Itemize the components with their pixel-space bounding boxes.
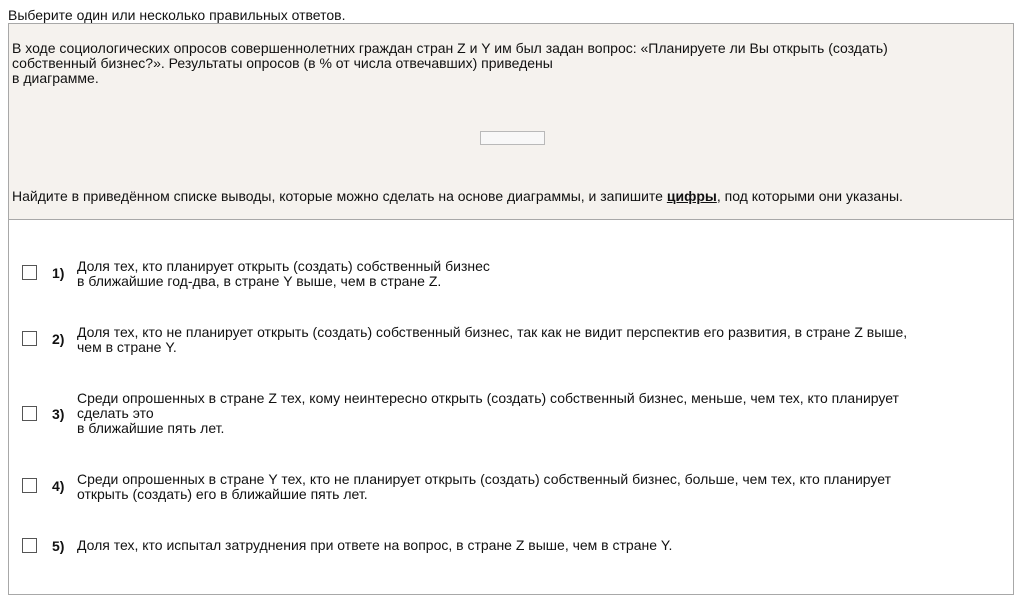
question-line-1: В ходе социологических опросов совершеннолетних граждан стран Z и Y им был задан вопрос: «Планируете ли Вы открыть (создать) [12,40,888,56]
answer-text-1 [77,259,490,289]
answer-5-line-1: Доля тех, кто испытал затруднения при ответе на вопрос, в стране Z выше, чем в стране Y. [77,537,673,553]
answer-option-2[interactable] [22,325,1007,355]
task-keyword: цифры [666,188,717,204]
task-text-start: Найдите в приведённом списке выводы, которые можно сделать на основе диаграммы, и запишите [12,188,667,204]
answer-2-line-2: чем в стране Y. [77,339,177,355]
question-block [9,24,1013,220]
answer-text-3 [77,391,899,436]
instruction-text: Выберите один или несколько правильных ответов. [8,7,346,23]
question-line-2: собственный бизнес?». Результаты опросов (в % от числа отвечавших) приведены [12,55,553,71]
answer-number-1: 1) [52,265,65,281]
task-text [12,188,903,204]
answer-3-line-1: Среди опрошенных в стране Z тех, кому неинтересно открыть (создать) собственный бизнес, меньше, чем тех, кто планирует [77,390,899,406]
answer-option-4[interactable] [22,472,1007,502]
task-panel [8,23,1014,595]
answer-text-5 [77,538,672,553]
answer-4-line-2: открыть (создать) его в ближайшие пять лет. [77,486,368,502]
answer-number-5: 5) [52,538,65,554]
answer-option-3[interactable] [22,391,1007,436]
question-line-3: в диаграмме. [12,70,99,86]
answer-number-4: 4) [52,478,65,494]
answer-number-3: 3) [52,406,65,422]
answer-option-5[interactable] [22,532,1007,554]
answer-2-line-1: Доля тех, кто не планирует открыть (создать) собственный бизнес, так как не видит перспектив его развития, в стране Z выше, [77,324,908,340]
task-text-end: , под которыми они указаны. [716,188,903,204]
answer-4-line-1: Среди опрошенных в стране Y тех, кто не планирует открыть (создать) собственный бизнес, больше, чем тех, кто планирует [77,471,892,487]
answer-checkbox-2[interactable] [22,331,37,346]
answer-3-line-2: сделать это [77,405,154,421]
answer-checkbox-5[interactable] [22,538,37,553]
answer-checkbox-4[interactable] [22,478,37,493]
answer-checkbox-1[interactable] [22,265,37,280]
answer-1-line-1: Доля тех, кто планирует открыть (создать) собственный бизнес [77,258,490,274]
answer-number-2: 2) [52,331,65,347]
answer-3-line-3: в ближайшие пять лет. [77,420,225,436]
answer-text-2 [77,325,907,355]
diagram-image-placeholder [480,131,545,145]
answer-text-4 [77,472,891,502]
question-text [12,41,1002,86]
answer-checkbox-3[interactable] [22,406,37,421]
answer-option-1[interactable] [22,259,1007,289]
answer-1-line-2: в ближайшие год-два, в стране Y выше, чем в стране Z. [77,273,442,289]
